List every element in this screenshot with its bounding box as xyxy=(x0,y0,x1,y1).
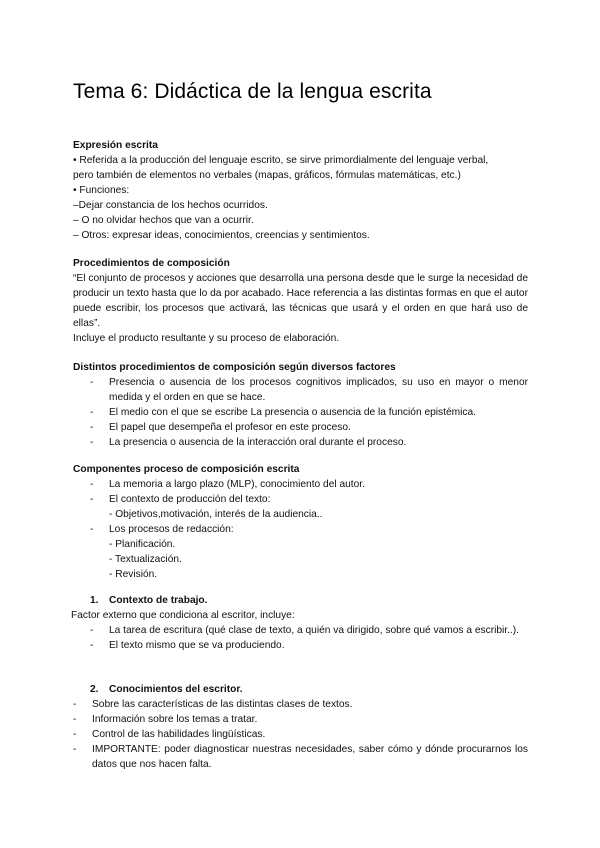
list-item: - La memoria a largo plazo (MLP), conocimiento del autor. xyxy=(73,477,528,492)
dash-list xyxy=(73,623,528,653)
quote-paragraph: “El conjunto de procesos y acciones que desarrolla una persona desde que le surge la necesidad de producir un texto hasta que lo da por acabado. Hace referencia a las distintas formas en que el autor puede escribir, los procesos que activará, las técnicas que usará y el orden en que hará uso de ellas”. xyxy=(73,273,528,329)
numbered-heading xyxy=(73,682,528,697)
sub-item: - Textualización. xyxy=(109,554,182,565)
section-contexto xyxy=(73,593,528,653)
list-item: - El texto mismo que se va produciendo. xyxy=(73,638,528,653)
section-heading: Expresión escrita xyxy=(73,140,158,151)
paragraph-line: pero también de elementos no verbales (mapas, gráficos, fórmulas matemáticas, etc.) xyxy=(73,170,461,181)
section-componentes xyxy=(73,462,528,582)
list-item: –Dejar constancia de los hechos ocurridos. xyxy=(73,200,268,211)
sub-item: - Revisión. xyxy=(109,569,158,580)
page-title: Tema 6: Didáctica de la lengua escrita xyxy=(73,80,432,103)
dash-list xyxy=(73,375,528,450)
section-heading: Distintos procedimientos de composición según diversos factores xyxy=(73,362,396,373)
section-heading: Procedimientos de composición xyxy=(73,258,230,269)
list-item: - Sobre las características de las distintas clases de textos. xyxy=(56,697,528,712)
sub-item: - Planificación. xyxy=(109,539,176,550)
heading-text: Contexto de trabajo. xyxy=(109,595,208,606)
section-distintos xyxy=(73,360,528,450)
paragraph-line: • Referida a la producción del lenguaje escrito, se sirve primordialmente del lenguaje verbal, xyxy=(73,155,489,166)
paragraph-line: • Funciones: xyxy=(73,185,130,196)
heading-text: Conocimientos del escritor. xyxy=(109,684,243,695)
list-item: - Información sobre los temas a tratar. xyxy=(56,712,528,727)
paragraph-line: Factor externo que condiciona al escritor, incluye: xyxy=(71,610,295,621)
numbered-heading xyxy=(73,593,528,608)
list-item: - Control de las habilidades lingüísticas. xyxy=(56,727,528,742)
sub-item: - Objetivos,motivación, interés de la audiencia.. xyxy=(109,509,323,520)
heading-number: 1. xyxy=(90,595,99,606)
section-heading: Componentes proceso de composición escrita xyxy=(73,464,300,475)
list-item: - La presencia o ausencia de la interacción oral durante el proceso. xyxy=(73,435,528,450)
dash-list xyxy=(73,477,528,507)
dash-list xyxy=(56,697,528,772)
list-item: – Otros: expresar ideas, conocimientos, creencias y sentimientos. xyxy=(73,230,370,241)
paragraph-line: Incluye el producto resultante y su proceso de elaboración. xyxy=(73,333,340,344)
list-item: - Presencia o ausencia de los procesos cognitivos implicados, su uso en mayor o menor medida y el orden en que se hace. xyxy=(73,375,528,405)
section-conocimientos xyxy=(73,682,528,772)
list-item: - Los procesos de redacción: xyxy=(73,522,528,537)
list-item: - El contexto de producción del texto: xyxy=(73,492,528,507)
section-procedimientos xyxy=(73,256,528,346)
section-expresion xyxy=(73,138,528,243)
list-item: – O no olvidar hechos que van a ocurrir. xyxy=(73,215,254,226)
heading-number: 2. xyxy=(90,684,99,695)
list-item: - La tarea de escritura (qué clase de texto, a quién va dirigido, sobre qué vamos a escribir..). xyxy=(73,623,528,638)
dash-list xyxy=(73,522,528,537)
list-item: - IMPORTANTE: poder diagnosticar nuestras necesidades, saber cómo y dónde procurarnos los datos que nos hacen falta. xyxy=(56,742,528,772)
list-item: - El papel que desempeña el profesor en este proceso. xyxy=(73,420,528,435)
list-item: - El medio con el que se escribe La presencia o ausencia de la función epistémica. xyxy=(73,405,528,420)
